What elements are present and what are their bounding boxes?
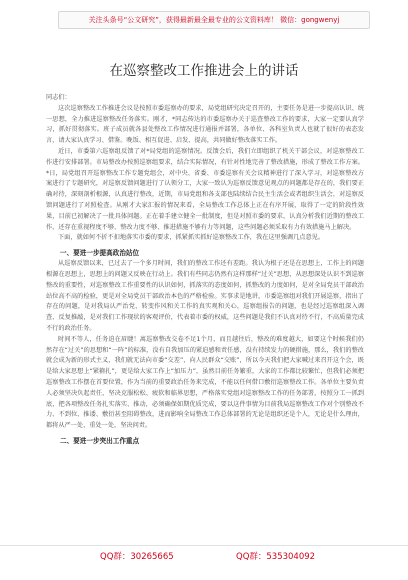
paragraph: 时间不等人，任务迫在眉睫！离巡察整改交卷不足1个月，而且越往后，整改的难度越大，如要这个时候我们仍然存在“过关”的思想和“一阵”的标准，没有自我加压的紧迫感和责任感，没有持续发力的硬措施，那么，我们的整改就会成为新的形式主义，我们就无法向市委“交差”，向人民群众“交账”，所以今天我们把大家喊过来召开这个会，既是给大家思想上“紧箍扎”，更是给大家工作上“加压力”，虽然目前任务繁重，大家的工作都比较繁忙，但我们必须把巡察整改工作摆在首要位置，作为当前的重要政治任务来完成，不能以任何借口敷衍巡察整改工作。各单位主要负责人必须坚决负起责任，坚决克服松松、疲软和临界思想，严格落实党组对巡察整改工作的任务部署，按照分工一抓到底，把各项整改任务扎实落实、推动，必须确保如期优质完成，要以这件事情为目前我局巡察整改工作对个别整改不力、不到位、推诿、敷衍甚至阻碍整改，进而影响全局整改工作总体部署的无论是组织还是个人，无论是什么理由，都将从严一处、重处一处，坚决问责。 bbox=[46, 335, 364, 430]
paragraph: 从巡察反馈以来，已过去了一个多月时间，我们的整改工作还有差距。我认为根子还是在思想上，工作上的问题根源在思想上，思想上的问题又反映在行动上。我们有些同志仍然有这样那样“过关”思想，从思想深处认识不到巡察整改的重要性，对巡察整改工作重要性的认识如何，抓落实的态度如何，抓整改的力度如何，是对全局党员干部政治站位高不高的检验，更是对全局党员干部政治本色的严格检验。实事求是地讲，市委巡察组对我们开展巡察，指出了存在的问题，是对我局认严治党、转变作风和关工作的真实观和关心，巡察组报告的问题，也是经过巡察组深入调查、反复推敲，是对我们工作现状的客观评价，代表着市委的权威，这些问题是我们不认真对待不行，不高质量完成不行的政治任务。 bbox=[46, 260, 364, 332]
qq-group-2: QQ群：535304092 bbox=[236, 552, 316, 562]
qq-group-1: QQ群：30265665 bbox=[100, 552, 174, 562]
paragraph: 这次巡察整改工作推进会议是按照市委巡察办的要求，局党组研究决定召开的，主要任务是进一步提高认识、统一思想，全力推进巡察整改任务落实。刚才，*同志传达的市委巡察办关于巡查整改工作的要求，大家一定要认真学习，抓好贯彻落实。班子成员就各县处整改工作情况进行通报并部署，各单位、各科室负责人也就了很好的表态发言，请大家认真学习、借鉴。晚饭、相互促进、启发、提高，共同做好整改落实工作。 bbox=[46, 104, 364, 145]
document-body bbox=[46, 93, 364, 447]
speech-title: 在巡察整改工作推进会上的讲话 bbox=[109, 63, 299, 79]
footer-contact bbox=[0, 545, 408, 568]
paragraph: 下面，就如何不折不扣地落实市委的要求，抓紧抓实抓好巡察整改工作，我在这里强调几点意见。 bbox=[58, 234, 325, 242]
greeting: 同志们： bbox=[46, 94, 71, 101]
paragraph: 近日，市委第六巡察组反馈了对*局党组的巡察情况。反馈会后，我们立即组织了机关干部会议，对巡察整改工作进行安排部署。市局整改办按照巡察组要求，结合实际情况，有针对性地完善了整改措施，形成了整改工作方案。*日，局党组召开巡察整改工作专题党组会，对中央、省委、市委巡察有关会议精神进行了深入学习，对巡察整改方案进行了专题研究，对巡察反馈问题进行了认领分工，大家一致认为巡察反馈意见观点的问题都是存在的，我们要正确对待，深刻剖析根源，认真进行整改，近期，市局党组和各支部也陆续结合民主生活会或者组织生活会，对巡察反馈问题进行了对照检查。从刚才大家汇报的情况来看，全局整改工作总体上正在有序开展，取得了一定的阶段性效果，目前已初解决了一批具体问题。正在着手建立健全一批制度，但是对照市委的要求，认真分析我们近期的整改工作，还存在重视程度不够、整改力度不够、推进措施不够有力等问题，这些问题必须采取有力有效措施马上解决。 bbox=[46, 147, 364, 231]
section-heading: 一、要进一步提高政治站位 bbox=[60, 249, 140, 258]
section-heading: 二、要进一步突出工作重点 bbox=[60, 436, 140, 445]
top-banner: 关注头条号“公文研究”，获得最新最全最专业的公文资料库！ 微信：gongwenyj bbox=[58, 11, 370, 29]
